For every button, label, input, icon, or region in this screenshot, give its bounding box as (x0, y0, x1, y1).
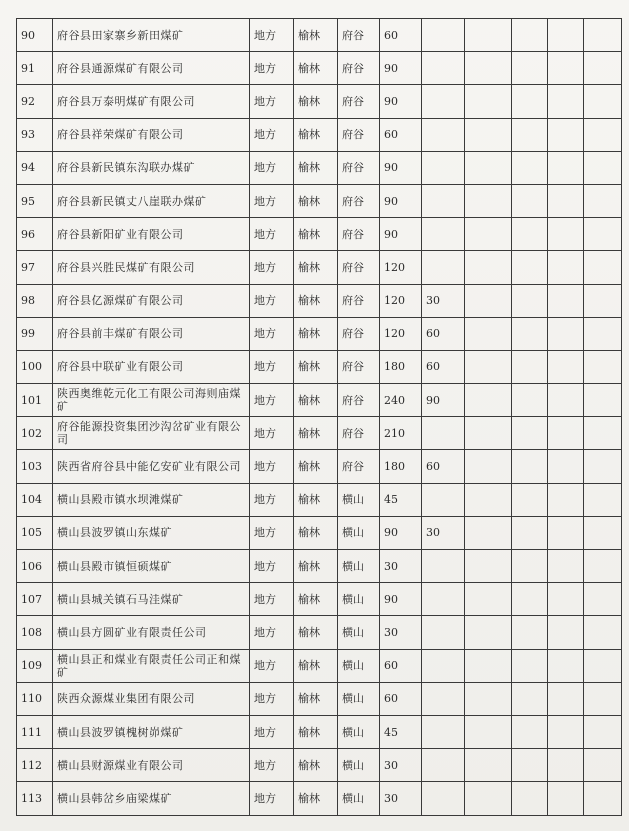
empty-cell (548, 384, 584, 417)
county-cell: 府谷 (338, 85, 380, 118)
city-cell: 榆林 (294, 483, 338, 516)
mine-name-cell: 府谷能源投资集团沙沟岔矿业有限公司 (53, 417, 250, 450)
empty-cell (548, 151, 584, 184)
table-row (17, 52, 622, 85)
table-row (17, 782, 622, 815)
table-row (17, 682, 622, 715)
table-row (17, 715, 622, 748)
county-cell: 横山 (338, 749, 380, 782)
capacity-cell: 30 (380, 782, 422, 815)
mine-name-cell: 横山县城关镇石马洼煤矿 (53, 583, 250, 616)
row-number-cell: 112 (17, 749, 53, 782)
empty-cell (465, 184, 512, 217)
ownership-type-cell: 地方 (250, 417, 294, 450)
row-number-cell: 92 (17, 85, 53, 118)
empty-cell (548, 715, 584, 748)
mine-name-cell: 陕西众源煤业集团有限公司 (53, 682, 250, 715)
ownership-type-cell: 地方 (250, 19, 294, 52)
empty-cell (465, 218, 512, 251)
empty-cell (465, 284, 512, 317)
city-cell: 榆林 (294, 516, 338, 549)
empty-cell (465, 350, 512, 383)
table-row (17, 649, 622, 682)
row-number-cell: 102 (17, 417, 53, 450)
mine-name-cell: 府谷县兴胜民煤矿有限公司 (53, 251, 250, 284)
empty-cell (465, 715, 512, 748)
empty-cell (465, 782, 512, 815)
ownership-type-cell: 地方 (250, 782, 294, 815)
capacity-cell: 90 (380, 85, 422, 118)
table-row (17, 749, 622, 782)
capacity-cell: 60 (380, 682, 422, 715)
table-row (17, 516, 622, 549)
empty-cell (512, 649, 548, 682)
county-cell: 府谷 (338, 417, 380, 450)
mine-name-cell: 府谷县新阳矿业有限公司 (53, 218, 250, 251)
city-cell: 榆林 (294, 649, 338, 682)
empty-cell (512, 317, 548, 350)
county-cell: 府谷 (338, 284, 380, 317)
empty-cell (512, 550, 548, 583)
ownership-type-cell: 地方 (250, 682, 294, 715)
capacity-cell: 45 (380, 483, 422, 516)
empty-cell (584, 749, 622, 782)
empty-cell (465, 118, 512, 151)
ownership-type-cell: 地方 (250, 749, 294, 782)
empty-cell (584, 251, 622, 284)
capacity-reduction-cell (422, 417, 465, 450)
empty-cell (512, 450, 548, 483)
county-cell: 横山 (338, 715, 380, 748)
empty-cell (584, 516, 622, 549)
empty-cell (512, 516, 548, 549)
ownership-type-cell: 地方 (250, 317, 294, 350)
empty-cell (548, 350, 584, 383)
empty-cell (465, 384, 512, 417)
county-cell: 横山 (338, 649, 380, 682)
capacity-reduction-cell (422, 85, 465, 118)
empty-cell (465, 550, 512, 583)
empty-cell (584, 52, 622, 85)
county-cell: 府谷 (338, 151, 380, 184)
empty-cell (584, 483, 622, 516)
ownership-type-cell: 地方 (250, 350, 294, 383)
empty-cell (584, 583, 622, 616)
county-cell: 横山 (338, 682, 380, 715)
empty-cell (512, 218, 548, 251)
city-cell: 榆林 (294, 682, 338, 715)
table-body (17, 19, 622, 816)
empty-cell (512, 715, 548, 748)
empty-cell (512, 384, 548, 417)
ownership-type-cell: 地方 (250, 85, 294, 118)
empty-cell (512, 19, 548, 52)
table-row (17, 550, 622, 583)
empty-cell (548, 616, 584, 649)
table-row (17, 284, 622, 317)
empty-cell (584, 19, 622, 52)
mine-name-cell: 横山县殿市镇恒硕煤矿 (53, 550, 250, 583)
ownership-type-cell: 地方 (250, 450, 294, 483)
capacity-cell: 60 (380, 118, 422, 151)
county-cell: 横山 (338, 550, 380, 583)
table-row (17, 483, 622, 516)
city-cell: 榆林 (294, 85, 338, 118)
empty-cell (465, 19, 512, 52)
capacity-cell: 45 (380, 715, 422, 748)
mine-name-cell: 横山县正和煤业有限责任公司正和煤矿 (53, 649, 250, 682)
empty-cell (548, 583, 584, 616)
empty-cell (465, 52, 512, 85)
mine-name-cell: 府谷县祥荣煤矿有限公司 (53, 118, 250, 151)
county-cell: 府谷 (338, 52, 380, 85)
ownership-type-cell: 地方 (250, 550, 294, 583)
row-number-cell: 109 (17, 649, 53, 682)
table-row (17, 417, 622, 450)
row-number-cell: 100 (17, 350, 53, 383)
ownership-type-cell: 地方 (250, 251, 294, 284)
city-cell: 榆林 (294, 184, 338, 217)
row-number-cell: 99 (17, 317, 53, 350)
city-cell: 榆林 (294, 715, 338, 748)
mine-name-cell: 府谷县前丰煤矿有限公司 (53, 317, 250, 350)
mine-name-cell: 横山县殿市镇水坝滩煤矿 (53, 483, 250, 516)
ownership-type-cell: 地方 (250, 649, 294, 682)
row-number-cell: 107 (17, 583, 53, 616)
mine-name-cell: 府谷县中联矿业有限公司 (53, 350, 250, 383)
empty-cell (584, 85, 622, 118)
capacity-cell: 60 (380, 649, 422, 682)
mine-name-cell: 陕西奥维乾元化工有限公司海则庙煤矿 (53, 384, 250, 417)
empty-cell (512, 782, 548, 815)
county-cell: 府谷 (338, 251, 380, 284)
county-cell: 府谷 (338, 184, 380, 217)
table-row (17, 450, 622, 483)
ownership-type-cell: 地方 (250, 284, 294, 317)
county-cell: 府谷 (338, 118, 380, 151)
empty-cell (512, 85, 548, 118)
mine-name-cell: 府谷县万泰明煤矿有限公司 (53, 85, 250, 118)
capacity-cell: 240 (380, 384, 422, 417)
city-cell: 榆林 (294, 317, 338, 350)
empty-cell (548, 85, 584, 118)
empty-cell (512, 52, 548, 85)
city-cell: 榆林 (294, 384, 338, 417)
empty-cell (548, 52, 584, 85)
mine-name-cell: 陕西省府谷县中能亿安矿业有限公司 (53, 450, 250, 483)
capacity-cell: 90 (380, 516, 422, 549)
empty-cell (512, 583, 548, 616)
empty-cell (465, 483, 512, 516)
mine-name-cell: 横山县方圆矿业有限责任公司 (53, 616, 250, 649)
empty-cell (584, 384, 622, 417)
capacity-reduction-cell: 90 (422, 384, 465, 417)
capacity-reduction-cell: 60 (422, 350, 465, 383)
ownership-type-cell: 地方 (250, 583, 294, 616)
empty-cell (584, 782, 622, 815)
city-cell: 榆林 (294, 450, 338, 483)
county-cell: 横山 (338, 616, 380, 649)
capacity-reduction-cell (422, 52, 465, 85)
empty-cell (512, 118, 548, 151)
empty-cell (584, 218, 622, 251)
capacity-reduction-cell: 30 (422, 284, 465, 317)
table-row (17, 151, 622, 184)
city-cell: 榆林 (294, 218, 338, 251)
empty-cell (584, 118, 622, 151)
empty-cell (465, 682, 512, 715)
empty-cell (584, 151, 622, 184)
capacity-reduction-cell (422, 151, 465, 184)
empty-cell (548, 749, 584, 782)
row-number-cell: 110 (17, 682, 53, 715)
empty-cell (548, 649, 584, 682)
row-number-cell: 103 (17, 450, 53, 483)
city-cell: 榆林 (294, 52, 338, 85)
city-cell: 榆林 (294, 284, 338, 317)
empty-cell (584, 682, 622, 715)
capacity-reduction-cell (422, 550, 465, 583)
empty-cell (548, 251, 584, 284)
capacity-reduction-cell: 60 (422, 450, 465, 483)
capacity-reduction-cell (422, 251, 465, 284)
table-row (17, 616, 622, 649)
empty-cell (548, 317, 584, 350)
ownership-type-cell: 地方 (250, 184, 294, 217)
empty-cell (512, 350, 548, 383)
county-cell: 横山 (338, 782, 380, 815)
empty-cell (584, 616, 622, 649)
table-row (17, 350, 622, 383)
empty-cell (584, 550, 622, 583)
empty-cell (512, 483, 548, 516)
empty-cell (512, 284, 548, 317)
empty-cell (584, 417, 622, 450)
capacity-cell: 210 (380, 417, 422, 450)
county-cell: 府谷 (338, 384, 380, 417)
row-number-cell: 106 (17, 550, 53, 583)
row-number-cell: 94 (17, 151, 53, 184)
mine-name-cell: 府谷县新民镇东沟联办煤矿 (53, 151, 250, 184)
city-cell: 榆林 (294, 251, 338, 284)
empty-cell (465, 450, 512, 483)
empty-cell (548, 550, 584, 583)
empty-cell (548, 284, 584, 317)
capacity-reduction-cell (422, 184, 465, 217)
city-cell: 榆林 (294, 583, 338, 616)
mine-name-cell: 横山县波罗镇槐树峁煤矿 (53, 715, 250, 748)
city-cell: 榆林 (294, 550, 338, 583)
capacity-reduction-cell (422, 118, 465, 151)
capacity-reduction-cell (422, 782, 465, 815)
empty-cell (465, 251, 512, 284)
mine-name-cell: 府谷县新民镇丈八崖联办煤矿 (53, 184, 250, 217)
empty-cell (512, 184, 548, 217)
mine-name-cell: 府谷县亿源煤矿有限公司 (53, 284, 250, 317)
empty-cell (465, 317, 512, 350)
county-cell: 府谷 (338, 19, 380, 52)
empty-cell (465, 417, 512, 450)
mine-name-cell: 横山县波罗镇山东煤矿 (53, 516, 250, 549)
empty-cell (584, 715, 622, 748)
city-cell: 榆林 (294, 151, 338, 184)
empty-cell (548, 118, 584, 151)
ownership-type-cell: 地方 (250, 715, 294, 748)
capacity-cell: 120 (380, 317, 422, 350)
ownership-type-cell: 地方 (250, 52, 294, 85)
capacity-reduction-cell (422, 19, 465, 52)
empty-cell (584, 284, 622, 317)
county-cell: 横山 (338, 583, 380, 616)
row-number-cell: 111 (17, 715, 53, 748)
empty-cell (548, 417, 584, 450)
capacity-cell: 90 (380, 52, 422, 85)
empty-cell (548, 184, 584, 217)
row-number-cell: 104 (17, 483, 53, 516)
county-cell: 横山 (338, 483, 380, 516)
row-number-cell: 101 (17, 384, 53, 417)
empty-cell (465, 649, 512, 682)
empty-cell (584, 350, 622, 383)
capacity-reduction-cell: 60 (422, 317, 465, 350)
capacity-cell: 120 (380, 251, 422, 284)
ownership-type-cell: 地方 (250, 151, 294, 184)
table-row (17, 218, 622, 251)
row-number-cell: 98 (17, 284, 53, 317)
city-cell: 榆林 (294, 616, 338, 649)
empty-cell (548, 782, 584, 815)
table-row (17, 184, 622, 217)
empty-cell (512, 151, 548, 184)
empty-cell (584, 184, 622, 217)
capacity-reduction-cell (422, 715, 465, 748)
empty-cell (465, 583, 512, 616)
city-cell: 榆林 (294, 749, 338, 782)
empty-cell (584, 649, 622, 682)
mine-name-cell: 横山县财源煤业有限公司 (53, 749, 250, 782)
capacity-reduction-cell (422, 583, 465, 616)
county-cell: 府谷 (338, 350, 380, 383)
city-cell: 榆林 (294, 118, 338, 151)
capacity-reduction-cell (422, 483, 465, 516)
table-row (17, 317, 622, 350)
capacity-reduction-cell (422, 218, 465, 251)
empty-cell (548, 218, 584, 251)
empty-cell (548, 682, 584, 715)
capacity-cell: 120 (380, 284, 422, 317)
table-row (17, 85, 622, 118)
ownership-type-cell: 地方 (250, 616, 294, 649)
empty-cell (548, 19, 584, 52)
capacity-reduction-cell (422, 749, 465, 782)
ownership-type-cell: 地方 (250, 218, 294, 251)
capacity-cell: 90 (380, 184, 422, 217)
city-cell: 榆林 (294, 350, 338, 383)
empty-cell (512, 417, 548, 450)
row-number-cell: 108 (17, 616, 53, 649)
capacity-cell: 90 (380, 583, 422, 616)
capacity-cell: 30 (380, 749, 422, 782)
capacity-cell: 30 (380, 616, 422, 649)
capacity-reduction-cell (422, 649, 465, 682)
row-number-cell: 90 (17, 19, 53, 52)
row-number-cell: 113 (17, 782, 53, 815)
row-number-cell: 97 (17, 251, 53, 284)
city-cell: 榆林 (294, 417, 338, 450)
mine-name-cell: 府谷县田家寨乡新田煤矿 (53, 19, 250, 52)
mine-name-cell: 府谷县通源煤矿有限公司 (53, 52, 250, 85)
capacity-reduction-cell (422, 616, 465, 649)
empty-cell (465, 85, 512, 118)
row-number-cell: 93 (17, 118, 53, 151)
table-row (17, 583, 622, 616)
capacity-cell: 180 (380, 350, 422, 383)
empty-cell (465, 616, 512, 649)
empty-cell (548, 483, 584, 516)
capacity-cell: 90 (380, 151, 422, 184)
capacity-reduction-cell: 30 (422, 516, 465, 549)
ownership-type-cell: 地方 (250, 516, 294, 549)
empty-cell (465, 516, 512, 549)
capacity-cell: 60 (380, 19, 422, 52)
table-row (17, 19, 622, 52)
empty-cell (548, 450, 584, 483)
capacity-cell: 30 (380, 550, 422, 583)
county-cell: 府谷 (338, 317, 380, 350)
ownership-type-cell: 地方 (250, 384, 294, 417)
table-row (17, 118, 622, 151)
table-row (17, 251, 622, 284)
county-cell: 横山 (338, 516, 380, 549)
county-cell: 府谷 (338, 450, 380, 483)
empty-cell (512, 682, 548, 715)
row-number-cell: 96 (17, 218, 53, 251)
capacity-cell: 90 (380, 218, 422, 251)
capacity-cell: 180 (380, 450, 422, 483)
city-cell: 榆林 (294, 19, 338, 52)
empty-cell (548, 516, 584, 549)
empty-cell (465, 749, 512, 782)
row-number-cell: 95 (17, 184, 53, 217)
empty-cell (512, 251, 548, 284)
empty-cell (465, 151, 512, 184)
ownership-type-cell: 地方 (250, 483, 294, 516)
ownership-type-cell: 地方 (250, 118, 294, 151)
mine-name-cell: 横山县韩岔乡庙梁煤矿 (53, 782, 250, 815)
coal-mine-table (16, 18, 622, 816)
row-number-cell: 105 (17, 516, 53, 549)
empty-cell (512, 616, 548, 649)
county-cell: 府谷 (338, 218, 380, 251)
table-row (17, 384, 622, 417)
capacity-reduction-cell (422, 682, 465, 715)
empty-cell (512, 749, 548, 782)
row-number-cell: 91 (17, 52, 53, 85)
empty-cell (584, 450, 622, 483)
city-cell: 榆林 (294, 782, 338, 815)
empty-cell (584, 317, 622, 350)
